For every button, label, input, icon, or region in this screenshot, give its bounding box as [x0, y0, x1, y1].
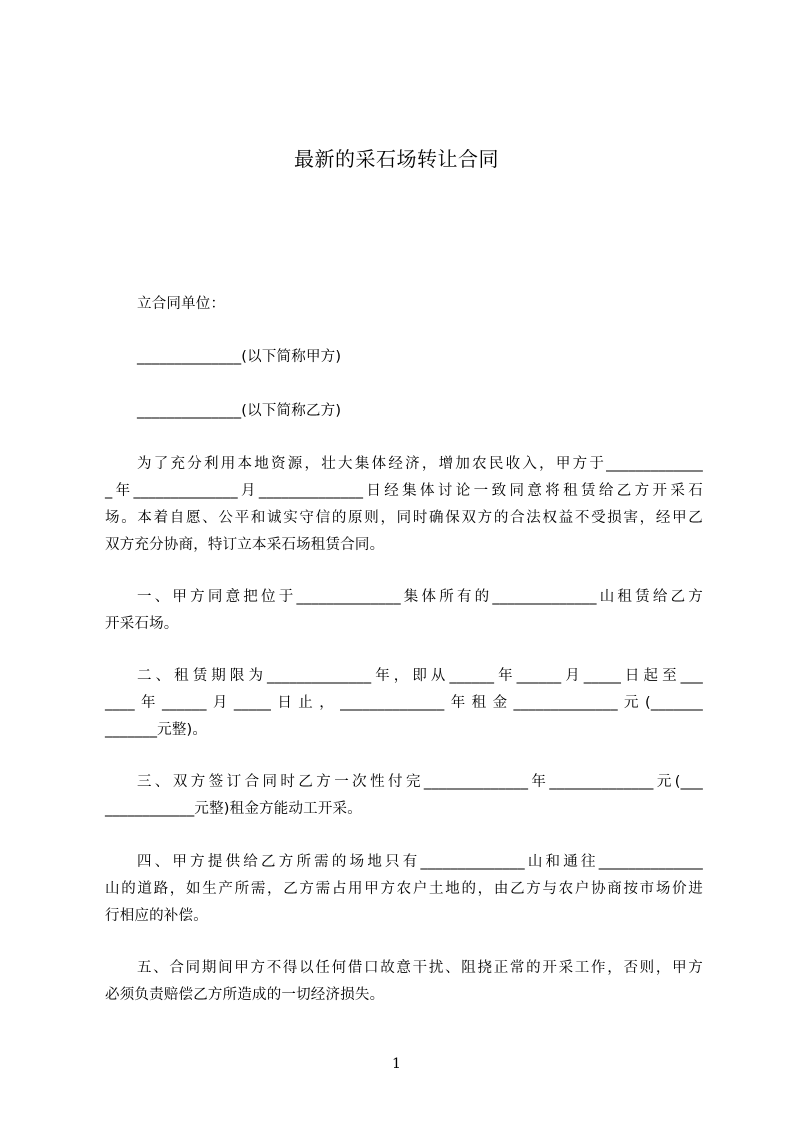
clause-2-line-1: 二、租赁期限为______________年，即从______年______月_____日起至___ [137, 668, 703, 684]
contract-parties-label: 立合同单位： [137, 296, 226, 312]
clause-3-line-1: 三、双方签订合同时乙方一次性付完______________年______________元(___ [137, 774, 703, 790]
clause-1-line-1: 一、甲方同意把位于______________集体所有的______________山租赁给乙方 [137, 589, 703, 605]
clause-5-line-2: 必须负责赔偿乙方所造成的一切经济损失。 [105, 987, 385, 1003]
party-b-line: ______________(以下简称乙方) [137, 403, 342, 419]
clause-2-line-3: _______元整)。 [105, 722, 208, 738]
document-title: 最新的采石场转让合同 [294, 147, 499, 171]
preamble-line-3: 场。本着自愿、公平和诚实守信的原则，同时确保双方的合法权益不受损害，经甲乙 [105, 510, 703, 526]
clause-5-line-1: 五、合同期间甲方不得以任何借口故意干扰、阻挠正常的开采工作，否则，甲方 [137, 960, 703, 976]
preamble-line-4: 双方充分协商，特订立本采石场租赁合同。 [105, 537, 385, 553]
party-a-line: ______________(以下简称甲方) [137, 349, 342, 365]
clause-2-line-2: ____年______月_____日止，______________年租金______________元(_______ [105, 695, 703, 711]
page-number: 1 [392, 1056, 401, 1072]
clause-4-line-1: 四、甲方提供给乙方所需的场地只有______________山和通往______________ [137, 854, 703, 870]
preamble-line-1: 为了充分利用本地资源，壮大集体经济，增加农民收入，甲方于_____________ [137, 456, 703, 472]
clause-1-line-2: 开采石场。 [105, 616, 179, 632]
preamble-line-2: _年______________月______________日经集体讨论一致同意将租赁给乙方开采石 [105, 483, 703, 499]
clause-3-line-2: ____________元整)租金方能动工开采。 [105, 801, 362, 817]
clause-4-line-3: 行相应的补偿。 [105, 908, 208, 924]
clause-4-line-2: 山的道路，如生产所需，乙方需占用甲方农户土地的，由乙方与农户协商按市场价进 [105, 881, 703, 897]
